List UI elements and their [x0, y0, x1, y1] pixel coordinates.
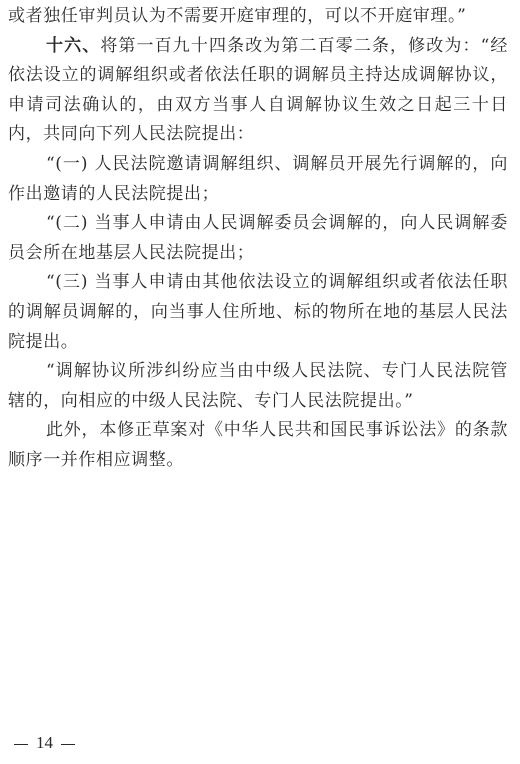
paragraph-text: “(三) 当事人申请由其他依法设立的调解组织或者依法任职的调解员调解的，向当事人住所地、标的物所在地的基层人民法院提出。 [8, 272, 508, 352]
paragraph-article-16 [8, 32, 508, 150]
paragraph-text: 或者独任审判员认为不需要开庭审理的，可以不开庭审理。” [8, 6, 467, 26]
footer-dash-left [14, 744, 28, 745]
paragraph-item-2 [8, 209, 508, 268]
page-footer [14, 731, 75, 755]
paragraph-jurisdiction [8, 357, 508, 416]
page-number: 14 [36, 733, 53, 752]
document-body [8, 2, 508, 476]
paragraph-item-3 [8, 268, 508, 357]
paragraph-text: 此外，本修正草案对《中华人民共和国民事诉讼法》的条款顺序一并作相应调整。 [8, 420, 508, 470]
paragraph-text: 将第一百九十四条改为第二百零二条，修改为：“经依法设立的调解组织或者依法任职的调解员主持达成调解协议，申请司法确认的，由双方当事人自调解协议生效之日起三十日内，共同向下列人民法院提出： [8, 35, 508, 145]
paragraph-item-1 [8, 150, 508, 209]
paragraph-continuation [8, 2, 508, 32]
paragraph-text: “(二) 当事人申请由人民调解委员会调解的，向人民调解委员会所在地基层人民法院提出； [8, 213, 508, 263]
article-number: 十六、 [46, 35, 101, 56]
footer-dash-right [61, 744, 75, 745]
paragraph-closing [8, 416, 508, 475]
paragraph-text: “(一) 人民法院邀请调解组织、调解员开展先行调解的，向作出邀请的人民法院提出； [8, 153, 508, 204]
paragraph-text: “调解协议所涉纠纷应当由中级人民法院、专门人民法院管辖的，向相应的中级人民法院、专门人民法院提出。” [8, 361, 508, 411]
